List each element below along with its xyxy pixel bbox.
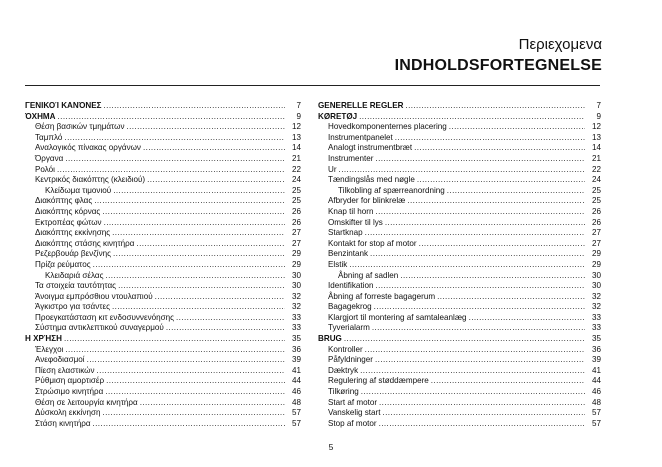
toc-entry-page: 12 bbox=[291, 122, 301, 132]
dot-leader bbox=[349, 260, 585, 271]
toc-entry-title: Αναλογικός πίνακας οργάνων bbox=[35, 143, 141, 153]
dot-leader bbox=[113, 186, 285, 197]
toc-entry bbox=[25, 355, 301, 366]
dot-leader bbox=[118, 281, 285, 292]
dot-leader bbox=[375, 154, 585, 165]
toc-entry bbox=[318, 345, 601, 356]
dot-leader bbox=[113, 249, 285, 260]
toc-entry-title: Hovedkomponenternes placering bbox=[328, 122, 447, 132]
toc-entry bbox=[318, 154, 601, 165]
toc-entry bbox=[318, 334, 601, 345]
toc-entry-page: 32 bbox=[291, 302, 301, 312]
toc-entry-page: 26 bbox=[291, 206, 301, 216]
toc-entry bbox=[318, 207, 601, 218]
dot-leader bbox=[385, 218, 585, 229]
dot-leader bbox=[375, 207, 585, 218]
toc-entry-title: Ρύθμιση αμορτισέρ bbox=[35, 376, 105, 386]
toc-entry bbox=[318, 249, 601, 260]
dot-leader bbox=[379, 419, 585, 430]
toc-entry-page: 35 bbox=[291, 334, 301, 344]
toc-entry-page: 27 bbox=[591, 238, 601, 248]
toc-entry-title: Tyverialarm bbox=[328, 323, 370, 333]
toc-entry-title: Διακόπτης εκκίνησης bbox=[35, 228, 111, 238]
toc-entry-page: 27 bbox=[291, 238, 301, 248]
toc-entry bbox=[25, 345, 301, 356]
toc-entry-title: Kontakt for stop af motor bbox=[328, 238, 417, 248]
toc-danish-column bbox=[318, 101, 601, 429]
toc-entry bbox=[25, 186, 301, 197]
toc-entry bbox=[25, 101, 301, 112]
toc-entry-title: Afbryder for blinkrelæ bbox=[328, 196, 406, 206]
toc-entry-title: Åbning af sadlen bbox=[338, 270, 399, 280]
page-number: 5 bbox=[328, 442, 334, 452]
toc-entry bbox=[318, 366, 601, 377]
dot-leader bbox=[127, 122, 286, 133]
dot-leader bbox=[87, 355, 285, 366]
toc-entry bbox=[25, 419, 301, 430]
toc-entry-page: 30 bbox=[291, 270, 301, 280]
toc-entry-title: GENERELLE REGLER bbox=[318, 101, 404, 110]
toc-entry-title: Θέση σε λειτουργία κινητήρα bbox=[35, 397, 138, 407]
toc-entry-page: 46 bbox=[291, 387, 301, 397]
dot-leader bbox=[360, 366, 585, 377]
dot-leader bbox=[417, 175, 585, 186]
toc-entry bbox=[25, 228, 301, 239]
toc-entry-page: 35 bbox=[591, 334, 601, 344]
toc-entry bbox=[25, 165, 301, 176]
toc-entry-page: 13 bbox=[291, 132, 301, 142]
toc-entry-page: 32 bbox=[291, 291, 301, 301]
toc-entry bbox=[25, 376, 301, 387]
dot-leader bbox=[449, 122, 585, 133]
toc-entry-title: KØRETØJ bbox=[318, 111, 358, 121]
dot-leader bbox=[374, 302, 585, 313]
dot-leader bbox=[176, 313, 285, 324]
toc-entry-page: 39 bbox=[291, 355, 301, 365]
toc-entry-title: Åbning af forreste bagagerum bbox=[328, 291, 436, 301]
toc-entry-page: 26 bbox=[591, 217, 601, 227]
toc-entry-page: 24 bbox=[291, 175, 301, 185]
toc-entry-page: 36 bbox=[291, 344, 301, 354]
dot-leader bbox=[382, 408, 585, 419]
toc-entry-title: Klargjort til montering af samtaleanlæg bbox=[328, 312, 467, 322]
dot-leader bbox=[365, 345, 585, 356]
toc-entry-title: Διακόπτης κόρνας bbox=[35, 206, 101, 216]
toc-entry bbox=[318, 376, 601, 387]
dot-leader bbox=[431, 376, 585, 387]
toc-entry-title: Bagagekrog bbox=[328, 302, 372, 312]
toc-entry-page: 57 bbox=[591, 408, 601, 418]
toc-entry-title: Άνοιγμα εμπρόσθιου ντουλαπιού bbox=[35, 291, 153, 301]
toc-entry-title: Instrumenter bbox=[328, 153, 374, 163]
toc-entry bbox=[25, 143, 301, 154]
toc-entry-page: 39 bbox=[591, 355, 601, 365]
toc-entry-title: Προεγκατάσταση κιτ ενδοσυννενόησης bbox=[35, 312, 175, 322]
toc-entry bbox=[318, 133, 601, 144]
toc-entry bbox=[25, 292, 301, 303]
dot-leader bbox=[102, 207, 285, 218]
toc-entry-title: ΌΧΗΜΑ bbox=[25, 111, 56, 121]
toc-entry bbox=[25, 323, 301, 334]
toc-entry-page: 21 bbox=[291, 153, 301, 163]
toc-entry-title: Όργανα bbox=[35, 153, 64, 163]
toc-entry-title: Instrumentpanelet bbox=[328, 132, 393, 142]
dot-leader bbox=[105, 271, 285, 282]
dot-leader bbox=[64, 334, 285, 345]
toc-entry bbox=[25, 218, 301, 229]
toc-entry bbox=[318, 122, 601, 133]
toc-entry-page: 7 bbox=[596, 101, 601, 110]
toc-entry-page: 25 bbox=[291, 196, 301, 206]
toc-entry-page: 9 bbox=[296, 111, 301, 121]
dot-leader bbox=[112, 302, 285, 313]
toc-entry-title: Πίεση ελαστικών bbox=[35, 365, 95, 375]
toc-entry-page: 46 bbox=[591, 387, 601, 397]
dot-leader bbox=[93, 419, 286, 430]
toc-entry-title: Regulering af støddæmpere bbox=[328, 376, 429, 386]
toc-entry-page: 30 bbox=[591, 281, 601, 291]
toc-entry bbox=[25, 271, 301, 282]
toc-entry-title: Έλεγχοι bbox=[35, 344, 64, 354]
dot-leader bbox=[359, 112, 585, 123]
toc-entry-title: Tændingslås med nøgle bbox=[328, 175, 415, 185]
dot-leader bbox=[94, 196, 285, 207]
toc-entry-title: Στάση κινητήρα bbox=[35, 418, 91, 428]
toc-entry-page: 32 bbox=[591, 302, 601, 312]
dot-leader bbox=[344, 334, 585, 345]
toc-entry bbox=[25, 302, 301, 313]
toc-entry-title: Κλείδωμα τιμονιού bbox=[45, 185, 112, 195]
toc-entry-title: Κεντρικός διακόπτης (κλειδιού) bbox=[35, 175, 146, 185]
dot-leader bbox=[65, 345, 285, 356]
toc-entry-page: 30 bbox=[291, 281, 301, 291]
toc-entry-page: 48 bbox=[291, 397, 301, 407]
dot-leader bbox=[57, 165, 285, 176]
toc-entry-title: Vanskelig start bbox=[328, 408, 381, 418]
toc-entry bbox=[25, 196, 301, 207]
toc-entry-page: 22 bbox=[591, 164, 601, 174]
toc-entry-title: Dæktryk bbox=[328, 365, 359, 375]
toc-entry-page: 26 bbox=[591, 206, 601, 216]
dot-leader bbox=[105, 387, 285, 398]
toc-entry-title: Στρώσιμο κινητήρα bbox=[35, 387, 104, 397]
toc-entry-title: Ρεζερβουάρ βενζίνης bbox=[35, 249, 112, 259]
toc-entry bbox=[25, 334, 301, 345]
toc-entry bbox=[25, 249, 301, 260]
dot-leader bbox=[106, 376, 285, 387]
toc-entry bbox=[25, 313, 301, 324]
toc-entry bbox=[318, 228, 601, 239]
toc-entry bbox=[318, 196, 601, 207]
dot-leader bbox=[143, 143, 285, 154]
dot-leader bbox=[58, 112, 285, 123]
toc-entry-page: 30 bbox=[591, 270, 601, 280]
toc-entry-title: Η ΧΡΉΣΗ bbox=[25, 334, 62, 344]
toc-entry-title: Startknap bbox=[328, 228, 363, 238]
toc-entry bbox=[25, 175, 301, 186]
toc-greek-column bbox=[25, 101, 301, 429]
toc-entry-page: 22 bbox=[291, 164, 301, 174]
dot-leader bbox=[97, 366, 285, 377]
toc-entry-page: 41 bbox=[591, 365, 601, 375]
toc-entry bbox=[25, 260, 301, 271]
dot-leader bbox=[395, 133, 585, 144]
toc-entry-page: 33 bbox=[591, 323, 601, 333]
dot-leader bbox=[414, 143, 585, 154]
dot-leader bbox=[469, 313, 585, 324]
toc-entry bbox=[318, 260, 601, 271]
toc-entry-title: Tilkobling af spærreanordning bbox=[338, 185, 445, 195]
toc-entry-title: Benzintank bbox=[328, 249, 369, 259]
toc-entry-page: 44 bbox=[591, 376, 601, 386]
toc-entry bbox=[318, 419, 601, 430]
dot-leader bbox=[400, 271, 585, 282]
toc-entry-title: Εκτροπέας φώτων bbox=[35, 217, 102, 227]
toc-entry-page: 33 bbox=[291, 323, 301, 333]
toc-entry-page: 14 bbox=[591, 143, 601, 153]
toc-entry-page: 29 bbox=[291, 249, 301, 259]
toc-entry-title: BRUG bbox=[318, 334, 342, 344]
toc-entry-page: 29 bbox=[591, 249, 601, 259]
toc-entry bbox=[25, 387, 301, 398]
toc-entry-page: 36 bbox=[591, 344, 601, 354]
toc-entry-page: 57 bbox=[591, 418, 601, 428]
toc-entry bbox=[318, 398, 601, 409]
toc-entry bbox=[25, 112, 301, 123]
toc-entry-title: Start af motor bbox=[328, 397, 378, 407]
toc-entry bbox=[318, 112, 601, 123]
toc-entry bbox=[318, 281, 601, 292]
toc-entry-title: Ανεφοδιασμοί bbox=[35, 355, 85, 365]
dot-leader bbox=[166, 323, 285, 334]
toc-entry-title: ΓΕΝΙΚΟΊ ΚΑΝΌΝΕΣ bbox=[25, 101, 102, 110]
toc-entry-page: 25 bbox=[591, 196, 601, 206]
toc-entry bbox=[25, 239, 301, 250]
dot-leader bbox=[93, 260, 285, 271]
toc-entry-title: Påfyldninger bbox=[328, 355, 373, 365]
toc-entry-title: Ταμπλό bbox=[35, 132, 63, 142]
dot-leader bbox=[136, 239, 285, 250]
toc-entry-title: Δύσκολη εκκίνηση bbox=[35, 408, 101, 418]
toc-entry bbox=[318, 101, 601, 112]
toc-entry bbox=[318, 271, 601, 282]
toc-entry-title: Ρολόι bbox=[35, 164, 55, 174]
toc-entry-title: Διακόπτης φλας bbox=[35, 196, 93, 206]
toc-entry-page: 25 bbox=[291, 185, 301, 195]
toc-entry-page: 29 bbox=[591, 259, 601, 269]
dot-leader bbox=[407, 196, 585, 207]
toc-entry-title: Analogt instrumentbræt bbox=[328, 143, 413, 153]
toc-entry-page: 33 bbox=[291, 312, 301, 322]
dot-leader bbox=[372, 323, 585, 334]
toc-entry-page: 57 bbox=[291, 418, 301, 428]
dot-leader bbox=[339, 165, 585, 176]
toc-entry bbox=[318, 292, 601, 303]
toc-entry-title: Identifikation bbox=[328, 281, 374, 291]
dot-leader bbox=[65, 154, 285, 165]
toc-entry bbox=[318, 239, 601, 250]
toc-entry-page: 21 bbox=[591, 153, 601, 163]
dot-leader bbox=[419, 239, 585, 250]
toc-entry-title: Ur bbox=[328, 164, 337, 174]
toc-entry-title: Άγκιστρο για τσάντες bbox=[35, 302, 110, 312]
toc-entry bbox=[25, 281, 301, 292]
dot-leader bbox=[104, 218, 285, 229]
toc-entry bbox=[25, 122, 301, 133]
toc-entry bbox=[318, 218, 601, 229]
dot-leader bbox=[437, 292, 585, 303]
dot-leader bbox=[102, 408, 285, 419]
toc-entry bbox=[318, 387, 601, 398]
dot-leader bbox=[365, 228, 585, 239]
toc-entry bbox=[318, 143, 601, 154]
toc-entry-page: 7 bbox=[296, 101, 301, 110]
toc-entry bbox=[318, 323, 601, 334]
toc-entry bbox=[318, 313, 601, 324]
toc-entry-page: 41 bbox=[291, 365, 301, 375]
toc-entry-title: Πρίζα ρεύματος bbox=[35, 259, 91, 269]
toc-entry-page: 57 bbox=[291, 408, 301, 418]
toc-entry bbox=[318, 175, 601, 186]
toc-entry-title: Διακόπτης στάσης κινητήρα bbox=[35, 238, 135, 248]
toc-entry-page: 27 bbox=[291, 228, 301, 238]
dot-leader bbox=[104, 101, 285, 112]
toc-entry-title: Elstik bbox=[328, 259, 348, 269]
title-greek: Περιεχομενα bbox=[518, 36, 602, 53]
toc-entry-page: 9 bbox=[596, 111, 601, 121]
toc-entry-title: Tilkøring bbox=[328, 387, 359, 397]
dot-leader bbox=[361, 387, 585, 398]
toc-entry-page: 13 bbox=[591, 132, 601, 142]
dot-leader bbox=[112, 228, 285, 239]
toc-entry-page: 14 bbox=[291, 143, 301, 153]
toc-entry-title: Θέση βασικών τμημάτων bbox=[35, 122, 125, 132]
toc-entry-title: Knap til horn bbox=[328, 206, 374, 216]
toc-entry bbox=[318, 186, 601, 197]
toc-entry bbox=[25, 408, 301, 419]
toc-entry-page: 24 bbox=[591, 175, 601, 185]
toc-entry bbox=[25, 154, 301, 165]
toc-entry bbox=[25, 366, 301, 377]
toc-entry-page: 33 bbox=[591, 312, 601, 322]
toc-entry-page: 48 bbox=[591, 397, 601, 407]
toc-entry bbox=[318, 355, 601, 366]
toc-entry bbox=[318, 302, 601, 313]
toc-entry-title: Kontroller bbox=[328, 344, 363, 354]
toc-entry-title: Stop af motor bbox=[328, 418, 377, 428]
toc-entry-title: Omskifter til lys bbox=[328, 217, 383, 227]
toc-entry-title: Κλειδαριά σέλας bbox=[45, 270, 104, 280]
toc-entry bbox=[25, 398, 301, 409]
dot-leader bbox=[447, 186, 585, 197]
dot-leader bbox=[375, 355, 585, 366]
toc-entry-page: 44 bbox=[291, 376, 301, 386]
dot-leader bbox=[375, 281, 585, 292]
dot-leader bbox=[379, 398, 585, 409]
toc-entry bbox=[25, 207, 301, 218]
dot-leader bbox=[140, 398, 285, 409]
toc-entry-title: Σύστημα αντικλεπτικού συναγερμού bbox=[35, 323, 164, 333]
dot-leader bbox=[64, 133, 285, 144]
title-rule bbox=[25, 85, 600, 86]
dot-leader bbox=[405, 101, 585, 112]
toc-entry-page: 32 bbox=[591, 291, 601, 301]
toc-entry-page: 12 bbox=[591, 122, 601, 132]
toc-entry-page: 25 bbox=[591, 185, 601, 195]
toc-entry-page: 27 bbox=[591, 228, 601, 238]
dot-leader bbox=[155, 292, 285, 303]
toc-entry-page: 26 bbox=[291, 217, 301, 227]
dot-leader bbox=[147, 175, 285, 186]
toc-entry bbox=[25, 133, 301, 144]
title-danish: INDHOLDSFORTEGNELSE bbox=[394, 57, 602, 74]
toc-entry bbox=[318, 165, 601, 176]
toc-entry-title: Τα στοιχεία ταυτότητας bbox=[35, 281, 117, 291]
toc-entry-page: 29 bbox=[291, 259, 301, 269]
toc-entry bbox=[318, 408, 601, 419]
dot-leader bbox=[370, 249, 585, 260]
